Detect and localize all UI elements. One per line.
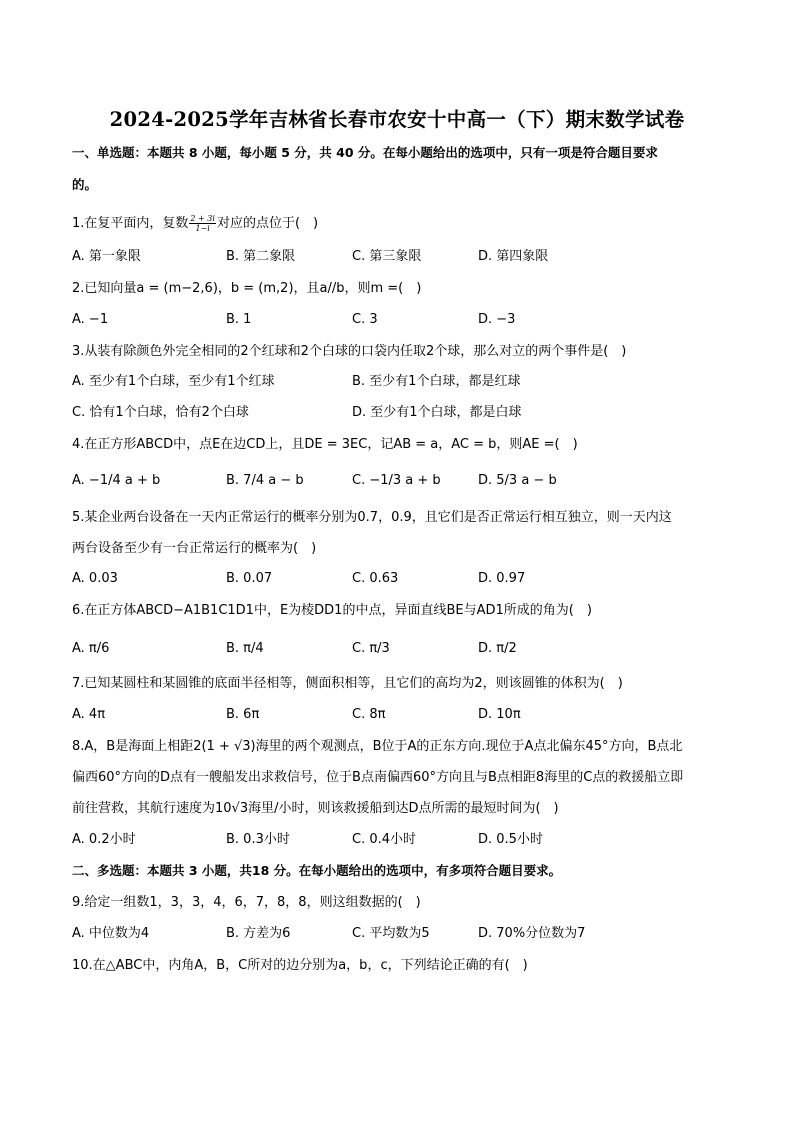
question-8-line2: 偏西60°方向的D点有一艘船发出求救信号，位于B点南偏西60°方向且与B点相距8海里的C点的救援船立即 bbox=[72, 770, 684, 785]
question-5-line2: 两台设备至少有一台正常运行的概率为( ) bbox=[72, 541, 317, 556]
page-title: 2024-2025学年吉林省长春市农安十中高一（下）期末数学试卷 bbox=[109, 108, 685, 131]
q6-option-c: C. π/3 bbox=[352, 641, 390, 656]
q2-option-d: D. −3 bbox=[478, 312, 516, 327]
q6-option-b: B. π/4 bbox=[226, 641, 264, 656]
q8-option-a: A. 0.2小时 bbox=[72, 832, 136, 847]
q9-option-d: D. 70%分位数为7 bbox=[478, 926, 586, 941]
question-8-line1: 8.A，B是海面上相距2(1 + √3)海里的两个观测点，B位于A的正东方向.现位于A点北偏东45°方向，B点北 bbox=[72, 739, 683, 754]
q5-option-d: D. 0.97 bbox=[478, 571, 526, 586]
q1-fraction: $\frac{2 + 3i}{1-i}$ bbox=[190, 214, 215, 233]
q9-option-a: A. 中位数为4 bbox=[72, 926, 150, 941]
q1-option-b: B. 第二象限 bbox=[226, 249, 296, 264]
q7-option-c: C. 8π bbox=[352, 707, 386, 722]
q7-option-d: D. 10π bbox=[478, 707, 521, 722]
question-4: 4.在正方形ABCD中，点E在边CD上，且DE = 3EC，记AB = a，AC = b，则AE =( ) bbox=[72, 437, 578, 452]
question-8-line3: 前往营救，其航行速度为10√3海里/小时，则该救援船到达D点所需的最短时间为( ) bbox=[72, 801, 559, 816]
q6-option-d: D. π/2 bbox=[478, 641, 517, 656]
q2-option-c: C. 3 bbox=[352, 312, 378, 327]
question-3: 3.从装有除颜色外完全相同的2个红球和2个白球的口袋内任取2个球，那么对立的两个事件是( ) bbox=[72, 344, 627, 359]
q2-option-a: A. −1 bbox=[72, 312, 109, 327]
q4-option-d: D. 5/3 a − b bbox=[478, 473, 557, 488]
q9-option-c: C. 平均数为5 bbox=[352, 926, 430, 941]
q1-post: 对应的点位于( ) bbox=[216, 216, 319, 231]
q8-option-d: D. 0.5小时 bbox=[478, 832, 543, 847]
q7-option-a: A. 4π bbox=[72, 707, 106, 722]
q5-option-b: B. 0.07 bbox=[226, 571, 273, 586]
section1-heading: 一、单选题：本题共 8 小题，每小题 5 分，共 40 分。在每小题给出的选项中，只有一项是符合题目要求 bbox=[72, 145, 658, 160]
question-1 bbox=[72, 214, 318, 233]
q9-option-b: B. 方差为6 bbox=[226, 926, 291, 941]
q3-option-c: C. 恰有1个白球，恰有2个白球 bbox=[72, 405, 249, 420]
q1-option-c: C. 第三象限 bbox=[352, 249, 422, 264]
q3-option-b: B. 至少有1个白球，都是红球 bbox=[352, 374, 521, 389]
q4-option-a: A. −1/4 a + b bbox=[72, 473, 161, 488]
question-9: 9.给定一组数1，3，3，4，6，7，8，8，则这组数据的( ) bbox=[72, 895, 421, 910]
q2-option-b: B. 1 bbox=[226, 312, 252, 327]
q5-option-a: A. 0.03 bbox=[72, 571, 118, 586]
section1-heading-cont: 的。 bbox=[72, 177, 98, 192]
q3-option-a: A. 至少有1个白球，至少有1个红球 bbox=[72, 374, 275, 389]
question-5-line1: 5.某企业两台设备在一天内正常运行的概率分别为0.7，0.9，且它们是否正常运行相互独立，则一天内这 bbox=[72, 510, 672, 525]
q5-option-c: C. 0.63 bbox=[352, 571, 399, 586]
question-6: 6.在正方体ABCD−A1B1C1D1中，E为棱DD1的中点，异面直线BE与AD1所成的角为( ) bbox=[72, 603, 592, 618]
q1-option-d: D. 第四象限 bbox=[478, 249, 549, 264]
question-2: 2.已知向量a = (m−2,6)，b = (m,2)，且a//b，则m =( ) bbox=[72, 281, 422, 296]
question-7: 7.已知某圆柱和某圆锥的底面半径相等，侧面积相等，且它们的高均为2，则该圆锥的体积为( ) bbox=[72, 676, 623, 691]
question-10: 10.在△ABC中，内角A，B，C所对的边分别为a，b，c，下列结论正确的有( ) bbox=[72, 958, 528, 973]
q4-option-b: B. 7/4 a − b bbox=[226, 473, 304, 488]
q7-option-b: B. 6π bbox=[226, 707, 260, 722]
q1-pre: 1.在复平面内，复数 bbox=[72, 216, 189, 231]
q4-option-c: C. −1/3 a + b bbox=[352, 473, 441, 488]
section2-heading: 二、多选题：本题共 3 小题，共18 分。在每小题给出的选项中，有多项符合题目要求。 bbox=[72, 863, 562, 878]
q3-option-d: D. 至少有1个白球，都是白球 bbox=[352, 405, 522, 420]
q8-option-c: C. 0.4小时 bbox=[352, 832, 417, 847]
q6-option-a: A. π/6 bbox=[72, 641, 110, 656]
q8-option-b: B. 0.3小时 bbox=[226, 832, 290, 847]
q1-option-a: A. 第一象限 bbox=[72, 249, 141, 264]
